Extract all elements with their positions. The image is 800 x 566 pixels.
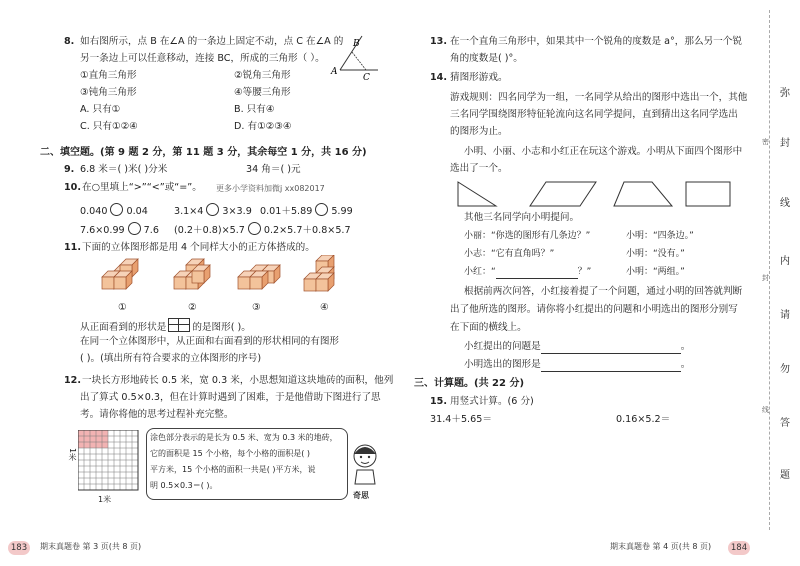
grid-y-label: 1米 — [68, 448, 77, 462]
rectangle-shape — [686, 182, 730, 206]
front-view-shape-icon — [168, 318, 190, 332]
q11-number: 11. — [64, 242, 81, 253]
point-a-label: A — [331, 67, 338, 77]
q10-note: 更多小学资料加微j xx082017 — [216, 184, 325, 193]
page-number-right: 184 — [728, 541, 750, 555]
q14-explain3: 在下面的横线上。 — [450, 322, 527, 333]
bubble-line3: 平方米，15 个小格的面积一共是( )平方米，说 — [150, 465, 316, 474]
q15-calc-a: 31.4＋5.65＝ — [430, 414, 492, 425]
section2-heading: 二、填空题。(第 9 题 2 分，第 11 题 3 分，其余每空 1 分，共 16 分) — [40, 147, 367, 158]
side-char: 答 — [780, 418, 790, 429]
bubble-line2: 它的面积是 15 个小格，每个小格的面积是( ) — [150, 449, 311, 458]
side-char: 内 — [780, 256, 790, 267]
q8-choice-c: C. 只有①②④ — [80, 121, 138, 132]
q11-line2: 在同一个立体图形中，从正面和右面看到的形状相同的有图形 — [80, 336, 340, 347]
point-c-label: C — [363, 73, 370, 80]
boy-avatar — [348, 440, 382, 490]
parallelogram-shape — [530, 182, 596, 206]
answer-shape-line: 小明选出的图形是 。 — [464, 359, 691, 370]
q14-title: 猜图形游戏。 — [450, 72, 508, 83]
q8-option2: ②锐角三角形 — [234, 70, 291, 81]
q8-line1: 如右图所示，点 B 在∠A 的一条边上固定不动，点 C 在∠A 的 — [80, 36, 344, 47]
footer-right: 期末真题卷 第 4 页(共 8 页) — [610, 542, 712, 551]
right-page — [400, 0, 800, 566]
dialog-hong-q: 小红：“ ？” — [464, 267, 592, 277]
side-char: 请 — [780, 310, 790, 321]
q8-option3: ③钝角三角形 — [80, 87, 137, 98]
side-char: 勿 — [780, 364, 790, 375]
q14-para2: 选出了一个。 — [450, 163, 508, 174]
q9-number: 9. — [64, 164, 75, 175]
seal-line — [769, 10, 770, 530]
section3-heading: 三、计算题。(共 22 分) — [414, 378, 525, 389]
right-triangle-shape — [458, 182, 496, 206]
q14-para1: 小明、小丽、小志和小红正在玩这个游戏。小明从下面四个图形中 — [464, 146, 743, 157]
q10-row2-b: (0.2＋0.8)×5.7 0.2×5.7＋0.8×5.7 — [174, 222, 351, 237]
angle-figure — [330, 32, 380, 80]
point-b-label: B — [353, 39, 360, 49]
dialog-li-a: 小明：“四条边。” — [626, 231, 694, 241]
bubble-line1: 涂色部分表示的是长为 0.5 米、宽为 0.3 米的地砖， — [150, 433, 338, 442]
question-blank[interactable] — [496, 266, 578, 279]
trapezoid-shape — [614, 182, 672, 206]
side-small-char: 密 — [762, 138, 769, 146]
q8-choice-d: D. 有①②③④ — [234, 121, 292, 132]
shape-options — [456, 180, 736, 208]
compare-circle[interactable] — [110, 203, 123, 216]
q14-rule2: 三名同学围绕图形特征轮流向这名同学提问，直到猜出这名同学选出 — [450, 109, 738, 120]
q12-number: 12. — [64, 375, 81, 386]
cube-label-1: ① — [118, 302, 127, 313]
compare-circle[interactable] — [248, 222, 261, 235]
compare-circle[interactable] — [128, 222, 141, 235]
answer-blank[interactable] — [541, 359, 681, 372]
q10-row1-b: 3.1×4 3×3.9 — [174, 203, 252, 218]
q10-number: 10. — [64, 182, 81, 193]
answer-blank[interactable] — [541, 341, 681, 354]
q14-rule1: 游戏规则：四名同学为一组，一名同学从给出的图形中选出一个，其他 — [450, 92, 748, 103]
q14-explain1: 根据前两次问答，小红接着提了一个问题，通过小明的回答就判断 — [464, 286, 743, 297]
q8-option1: ①直角三角形 — [80, 70, 137, 81]
q8-choice-a: A. 只有① — [80, 104, 121, 115]
q11-line1: 从正面看到的形状是 的是图形( )。 — [80, 318, 251, 334]
answer-question-line: 小红提出的问题是 。 — [464, 341, 691, 352]
q15-text: 用竖式计算。(6 分) — [450, 396, 534, 407]
q14-explain2: 出了他所选的图形。请你将小红提出的问题和小明选出的图形分别写 — [450, 304, 738, 315]
q12-line2: 出了算式 0.5×0.3，但在计算时遇到了困难，于是他借助下图进行了思 — [80, 392, 381, 403]
page-number-left: 183 — [8, 541, 30, 555]
q9-part-a: 6.8 米＝( )米( )分米 — [80, 164, 168, 175]
q8-line2: 另一条边上可以任意移动，连接 BC，所成的三角形（ ）。 — [80, 53, 325, 64]
compare-circle[interactable] — [315, 203, 328, 216]
footer-left: 期末真题卷 第 3 页(共 8 页) — [40, 542, 142, 551]
side-small-char: 线 — [762, 406, 769, 414]
q15-calc-b: 0.16×5.2＝ — [616, 414, 671, 425]
q8-choice-b: B. 只有④ — [234, 104, 275, 115]
q12-line3: 考。请你将他的思考过程补充完整。 — [80, 409, 234, 420]
grid-x-label: 1米 — [98, 495, 112, 504]
q10-row1-c: 0.01＋5.89 5.99 — [260, 203, 353, 218]
side-char: 线 — [780, 198, 790, 209]
character-name: 奇思 — [353, 491, 369, 500]
q15-number: 15. — [430, 396, 447, 407]
compare-circle[interactable] — [206, 203, 219, 216]
cube-label-3: ③ — [252, 302, 261, 313]
q8-number: 8. — [64, 36, 75, 47]
q11-text: 下面的立体图形都是用 4 个同样大小的正方体搭成的。 — [82, 242, 315, 253]
q13-number: 13. — [430, 36, 447, 47]
q9-part-b: 34 角＝( )元 — [246, 164, 301, 175]
side-small-char: 封 — [762, 274, 769, 282]
q10-row1-a: 0.040 0.04 — [80, 203, 148, 218]
side-char: 弥 — [780, 88, 790, 99]
dialog-zhi-q: 小志：“它有直角吗？” — [464, 249, 555, 259]
q10-row2-a: 7.6×0.99 7.6 — [80, 222, 159, 237]
q12-line1: 一块长方形地砖长 0.5 米，宽 0.3 米，小思想知道这块地砖的面积，他列 — [82, 375, 394, 386]
dialog-zhi-a: 小明：“没有。” — [626, 249, 685, 259]
q13-line1: 在一个直角三角形中，如果其中一个锐角的度数是 a°，那么另一个锐 — [450, 36, 742, 47]
side-char: 封 — [780, 138, 790, 149]
cube-label-2: ② — [188, 302, 197, 313]
cube-label-4: ④ — [320, 302, 329, 313]
dialog-hong-a: 小明：“两组。” — [626, 267, 685, 277]
area-grid — [78, 430, 142, 494]
bubble-line4: 明 0.5×0.3＝( )。 — [150, 481, 218, 490]
q10-text: 在○里填上“>”“<”或“=”。 — [82, 182, 202, 193]
cube-figures — [100, 255, 360, 303]
q14-para3: 其他三名同学向小明提问。 — [464, 212, 580, 223]
q13-line2: 角的度数是( )°。 — [450, 53, 523, 64]
q14-rule3: 的图形为止。 — [450, 126, 508, 137]
dialog-li-q: 小丽：“你选的图形有几条边？” — [464, 231, 591, 241]
side-char: 题 — [780, 470, 790, 481]
q8-option4: ④等腰三角形 — [234, 87, 291, 98]
q11-line3: ( )。(填出所有符合要求的立体图形的序号) — [80, 353, 262, 364]
q14-number: 14. — [430, 72, 447, 83]
